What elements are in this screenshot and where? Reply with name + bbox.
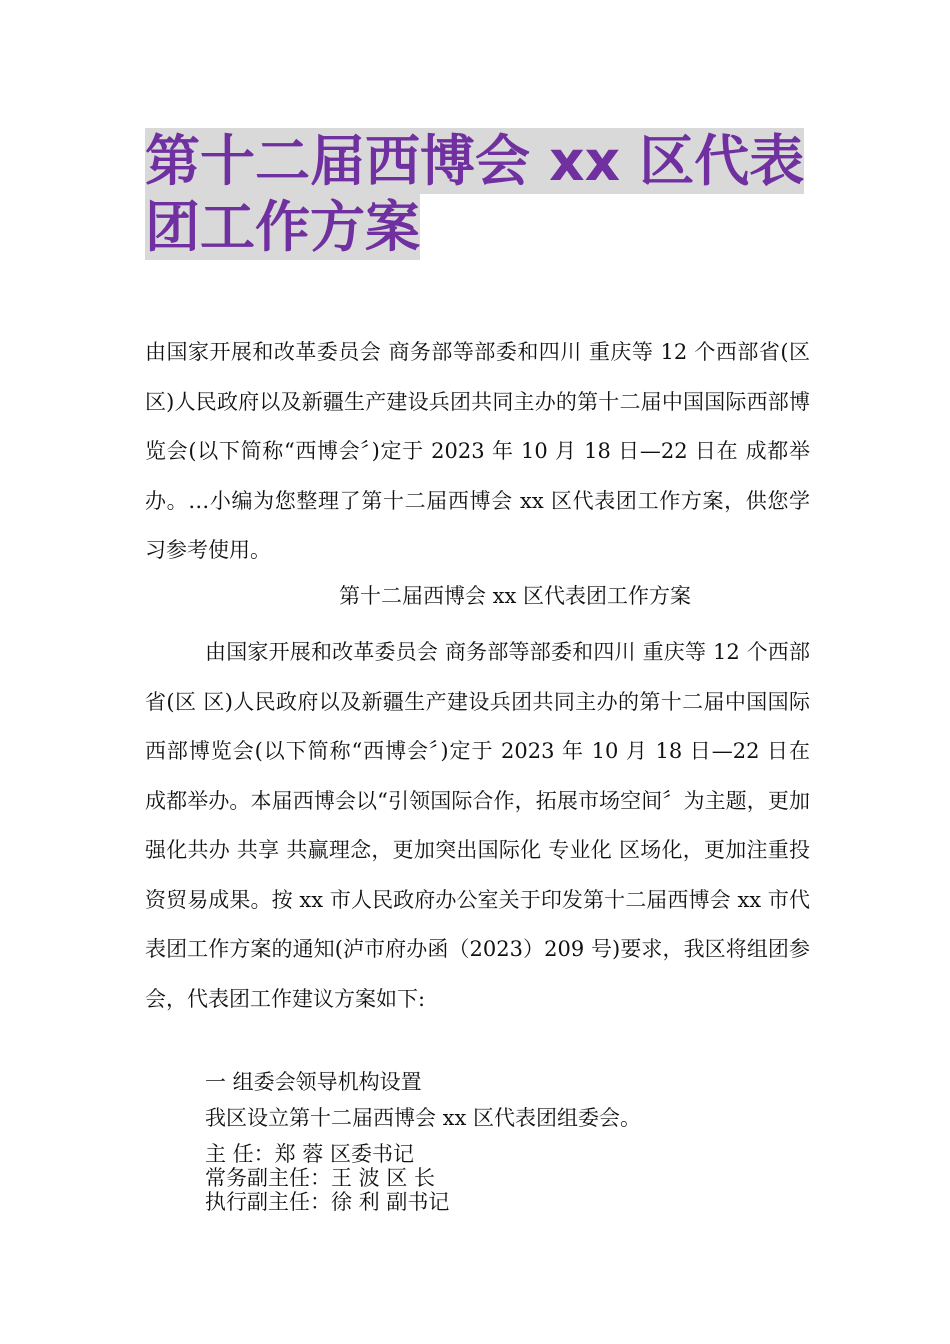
section-subtitle: 第十二届西博会 xx 区代表团工作方案 [338, 584, 692, 608]
committee-roster [205, 1142, 449, 1214]
title-line-2: 团工作方案 [145, 195, 421, 259]
document-title [145, 128, 810, 260]
roster-item: 常务副主任：王 波 区 长 [205, 1166, 436, 1190]
intro-paragraph: 由国家开展和改革委员会 商务部等部委和四川 重庆等 12 个西部省(区 区)人民政府以及新疆生产建设兵团共同主办的第十二届中国国际西部博览会(以下简称“西博会〞)定于 2023 年 10 月 18 日—22 日在 成都举办。…小编为您整理了第十二届西博会 xx 区代表团工作方案，供您学习参考使用。 [145, 340, 810, 562]
body-paragraph: 由国家开展和改革委员会 商务部等部委和四川 重庆等 12 个西部省(区 区)人民政府以及新疆生产建设兵团共同主办的第十二届中国国际西部博览会(以下简称“西博会〞)定于 2023 年 10 月 18 日—22 日在 成都举办。本届西博会以“引领国际合作，拓展市场空间〞为主题，更加强化共办 共享 共赢理念，更加突出国际化 专业化 区场化，更加注重投资贸易成果。按 xx 市人民政府办公室关于印发第十二届西博会 xx 市代表团工作方案的通知(泸市府办函（2023）209 号)要求，我区将组团参会，代表团工作建议方案如下: [145, 640, 810, 1011]
roster-item: 主 任：郑 蓉 区委书记 [205, 1142, 415, 1166]
section-text: 我区设立第十二届西博会 xx 区代表团组委会。 [205, 1106, 642, 1130]
title-line-1: 第十二届西博会 xx 区代表 [145, 129, 805, 193]
section-heading: 一 组委会领导机构设置 [205, 1070, 422, 1094]
roster-item: 执行副主任：徐 利 副书记 [205, 1190, 450, 1214]
